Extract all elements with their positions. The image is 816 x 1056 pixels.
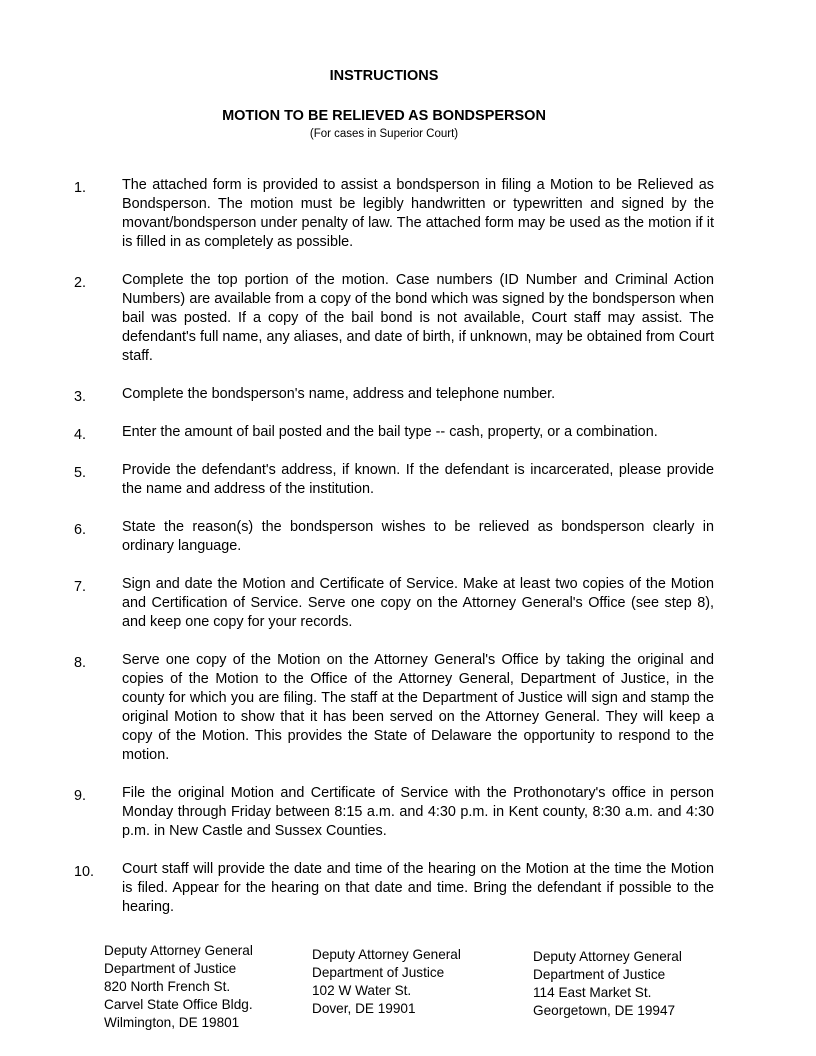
address-line: 820 North French St. (104, 979, 231, 994)
step-text: Sign and date the Motion and Certificate of Service. Make at least two copies of the Motion and Certification of Service. Serve one copy on the Attorney General's Office (see step 8), and keep one copy for your records. (122, 576, 714, 630)
address-line: Deputy Attorney General (533, 949, 682, 964)
document-subtitle: MOTION TO BE RELIEVED AS BONDSPERSON (222, 108, 546, 124)
step-text: Enter the amount of bail posted and the bail type -- cash, property, or a combination. (122, 424, 658, 440)
instruction-step-2 (74, 271, 714, 366)
step-text: Complete the top portion of the motion. Case numbers (ID Number and Criminal Action Numbers) are available from a copy of the bond which was signed by the bondsperson when bail was posted. If a copy of the bail bond is not available, Court staff may assist. The defendant's full name, any aliases, and date of birth, if unknown, may be obtained from Court staff. (122, 272, 714, 364)
instruction-step-1 (74, 176, 714, 252)
instruction-step-8 (74, 651, 714, 765)
page-title: INSTRUCTIONS (329, 68, 439, 84)
address-line: Georgetown, DE 19947 (533, 1003, 676, 1018)
instruction-step-6 (74, 518, 714, 556)
instruction-step-7 (74, 575, 714, 632)
step-number: 8. (74, 655, 87, 671)
address-line: Deputy Attorney General (104, 943, 253, 958)
court-note: (For cases in Superior Court) (309, 128, 459, 140)
address-line: 102 W Water St. (312, 983, 412, 998)
step-text: Court staff will provide the date and time of the hearing on the Motion at the time the Motion is filed. Appear for the hearing on that date and time. Bring the defendant if possible to the hearing. (122, 861, 714, 915)
instruction-step-3 (74, 385, 714, 404)
office-address-dover (312, 946, 461, 1018)
step-text: State the reason(s) the bondsperson wishes to be relieved as bondsperson clearly in ordinary language. (122, 519, 714, 554)
address-line: Department of Justice (312, 965, 445, 980)
step-number: 4. (74, 427, 87, 443)
office-addresses (104, 942, 764, 1042)
instruction-step-4 (74, 423, 714, 442)
step-number: 7. (74, 579, 87, 595)
step-number: 1. (74, 180, 87, 196)
address-line: Department of Justice (533, 967, 666, 982)
step-number: 10. (74, 864, 95, 880)
step-text: Complete the bondsperson's name, address and telephone number. (122, 386, 556, 402)
address-line: Deputy Attorney General (312, 947, 461, 962)
office-address-wilmington (104, 942, 253, 1032)
address-line: 114 East Market St. (533, 985, 652, 1000)
step-text: File the original Motion and Certificate of Service with the Prothonotary's office in person Monday through Friday between 8:15 a.m. and 4:30 p.m. in Kent county, 8:30 a.m. and 4:30 p.m. in New Castle and Sussex Counties. (122, 785, 714, 839)
address-line: Dover, DE 19901 (312, 1001, 416, 1016)
step-number: 6. (74, 522, 87, 538)
instruction-step-9 (74, 784, 714, 841)
instruction-list (74, 176, 714, 936)
step-text: The attached form is provided to assist a bondsperson in filing a Motion to be Relieved as Bondsperson. The motion must be legibly handwritten or typewritten and signed by the movant/bondsperson under penalty of law. The attached form may be used as the motion if it is filled in as completely as possible. (122, 177, 714, 250)
instruction-step-5 (74, 461, 714, 499)
step-number: 5. (74, 465, 87, 481)
step-number: 9. (74, 788, 87, 804)
step-text: Serve one copy of the Motion on the Attorney General's Office by taking the original and copies of the Motion to the Office of the Attorney General, Department of Justice, in the county for which you are filing. The staff at the Department of Justice will sign and stamp the original Motion to show that it has been served on the Attorney General. They will keep a copy of the Motion. This provides the State of Delaware the opportunity to respond to the motion. (122, 652, 714, 763)
address-line: Carvel State Office Bldg. (104, 997, 253, 1012)
office-address-georgetown (533, 948, 682, 1020)
instruction-step-10 (74, 860, 714, 917)
address-line: Department of Justice (104, 961, 237, 976)
step-number: 2. (74, 275, 87, 291)
address-line: Wilmington, DE 19801 (104, 1015, 240, 1030)
step-text: Provide the defendant's address, if known. If the defendant is incarcerated, please provide the name and address of the institution. (122, 462, 714, 497)
step-number: 3. (74, 389, 87, 405)
